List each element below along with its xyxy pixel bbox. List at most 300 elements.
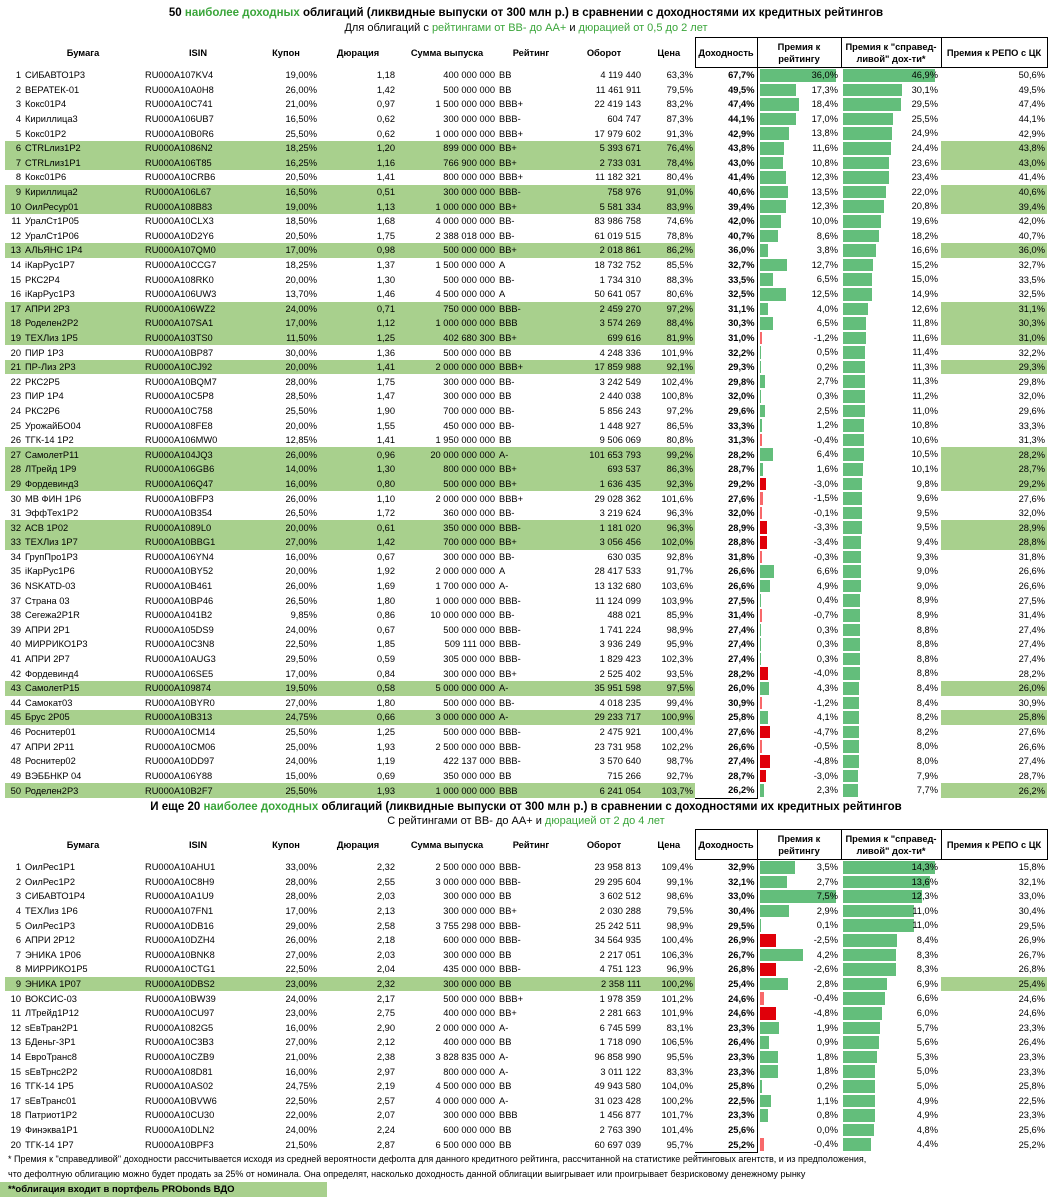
price: 96,3% (666, 508, 693, 519)
rating: ВВ+ (497, 462, 565, 477)
premium-fair-value: 9,6% (916, 493, 938, 504)
premium-fair-value: 9,0% (916, 580, 938, 591)
premium-repo: 15,8% (1018, 862, 1045, 873)
premium-fair-bar (843, 157, 889, 170)
premium-fair-bar (843, 230, 879, 243)
premium-fair-value: 23,4% (911, 172, 938, 183)
price: 99,2% (643, 447, 695, 462)
coupon: 9,85% (290, 610, 317, 621)
premium-fair-value: 11,0% (912, 920, 938, 931)
turnover: 29 233 717 (565, 710, 643, 725)
turnover: 3 574 269 (565, 316, 643, 331)
isin-code: RU000A1089L0 (143, 520, 253, 535)
isin-code: RU000A106WZ2 (143, 302, 253, 317)
premium-rating-value: -4,7% (813, 726, 838, 737)
coupon: 28,00% (285, 891, 317, 902)
bond-name: ТГК-14 1Р5 (25, 1081, 74, 1092)
price: 98,7% (666, 756, 693, 767)
premium-repo: 32,2% (1018, 347, 1045, 358)
bond-name: Сегежа2Р1R (25, 610, 80, 621)
table-row (5, 739, 1047, 754)
row-number: 31 (10, 508, 21, 519)
premium-rating-value: 0,1% (816, 920, 838, 931)
yield: 43,0% (695, 156, 757, 171)
premium-rating-value: 2,9% (816, 905, 838, 916)
duration: 1,42 (319, 535, 397, 550)
issue-size: 360 000 000 (443, 508, 495, 519)
coupon: 19,50% (253, 681, 319, 696)
table-row (5, 948, 1047, 963)
premium-rating-bar (760, 273, 774, 286)
isin-code: RU000A10BP87 (145, 347, 214, 358)
isin-code: RU000A10BBG1 (143, 535, 253, 550)
row-number: 6 (5, 141, 23, 156)
isin-code: RU000A104JQ3 (143, 447, 253, 462)
premium-rating-cell (757, 214, 841, 229)
row-number: 6 (15, 935, 21, 946)
coupon: 27,00% (253, 535, 319, 550)
premium-rating-bar (760, 934, 777, 947)
bond-name: ТЕХЛиз 1Р6 (25, 906, 78, 917)
price: 100,2% (643, 977, 695, 992)
issue-size: 300 000 000 (443, 391, 495, 402)
bond-name: АПРИ 2Р3 (23, 302, 143, 317)
premium-repo: 36,0% (941, 243, 1047, 258)
coupon: 18,25% (285, 260, 317, 271)
premium-rating-bar (760, 244, 768, 257)
isin-code: RU000A10BW39 (145, 993, 216, 1004)
premium-fair-cell (841, 170, 941, 185)
turnover: 488 021 (607, 610, 641, 621)
yield: 27,4% (728, 639, 755, 650)
row-number: 14 (10, 260, 21, 271)
isin-code: RU000A10CLX3 (145, 216, 214, 227)
issue-size: 766 900 000 (397, 156, 497, 171)
duration: 0,98 (319, 243, 397, 258)
issue-size: 3 000 000 000 (435, 876, 495, 887)
duration: 1,12 (319, 316, 397, 331)
premium-rating-bar (760, 332, 763, 345)
coupon: 22,00% (285, 1110, 317, 1121)
premium-rating-value: 4,9% (816, 580, 838, 591)
premium-rating-cell (757, 783, 841, 798)
duration: 2,75 (376, 1008, 395, 1019)
isin-code: RU000A10CZB9 (145, 1052, 215, 1063)
bond-name: АПРИ 2Р12 (25, 935, 75, 946)
premium-fair-cell (841, 948, 941, 963)
premium-fair-cell (841, 68, 941, 83)
yield: 27,6% (728, 493, 755, 504)
premium-fair-value: 5,0% (916, 1080, 938, 1091)
row-number: 27 (5, 447, 23, 462)
premium-rating-bar (760, 157, 783, 170)
premium-fair-bar (843, 463, 863, 476)
issue-size: 2 388 018 000 (435, 230, 495, 241)
premium-fair-bar (843, 478, 862, 491)
premium-fair-bar (843, 919, 914, 932)
premium-fair-cell (841, 97, 941, 112)
yield: 29,3% (695, 360, 757, 375)
table-row (5, 991, 1047, 1006)
coupon: 19,00% (285, 70, 317, 81)
coupon: 16,00% (285, 1022, 317, 1033)
premium-rating-value: 1,2% (816, 420, 838, 431)
turnover: 2 281 663 (599, 1008, 641, 1019)
premium-rating-cell (757, 550, 841, 565)
duration: 1,10 (376, 493, 395, 504)
premium-fair-cell (841, 535, 941, 550)
table-row (5, 83, 1047, 98)
premium-fair-cell (841, 933, 941, 948)
bond-name: ВЕРАТЕК-01 (25, 84, 80, 95)
turnover: 4 248 336 (599, 347, 641, 358)
turnover: 758 976 (565, 185, 643, 200)
premium-fair-value: 4,9% (916, 1095, 938, 1106)
premium-rating-cell (757, 374, 841, 389)
premium-repo: 31,1% (941, 302, 1047, 317)
premium-rating-bar (760, 288, 787, 301)
table-row (5, 754, 1047, 769)
table-row (5, 199, 1047, 214)
yield: 31,4% (728, 610, 755, 621)
header-duration: Дюрация (336, 839, 380, 850)
premium-rating-value: 12,5% (811, 288, 838, 299)
premium-rating-cell (757, 1021, 841, 1036)
premium-rating-value: 6,4% (816, 449, 838, 460)
row-number: 20 (10, 347, 21, 358)
premium-rating-cell (757, 156, 841, 171)
premium-rating-value: -0,4% (813, 434, 838, 445)
premium-rating-cell (757, 1123, 841, 1138)
premium-repo: 41,4% (1018, 172, 1045, 183)
yield: 26,6% (728, 581, 755, 592)
turnover: 5 393 671 (565, 141, 643, 156)
table-row (5, 579, 1047, 594)
premium-rating-bar (760, 98, 799, 111)
premium-fair-cell (841, 918, 941, 933)
premium-fair-cell (841, 199, 941, 214)
bond-name: Страна 03 (25, 595, 70, 606)
premium-fair-cell (841, 889, 941, 904)
issue-size: 300 000 000 (397, 185, 497, 200)
turnover: 2 358 111 (565, 977, 643, 992)
row-number: 9 (5, 977, 23, 992)
premium-repo: 49,5% (1018, 84, 1045, 95)
premium-rating-cell (757, 564, 841, 579)
premium-fair-bar (843, 890, 922, 903)
premium-rating-value: 4,1% (816, 712, 838, 723)
duration: 1,30 (376, 274, 395, 285)
issue-size: 800 000 000 (443, 1066, 495, 1077)
bond-name: sЕвТран2Р1 (25, 1022, 78, 1033)
turnover: 3 602 512 (599, 891, 641, 902)
premium-rating-value: 11,6% (812, 142, 838, 153)
turnover: 1 741 224 (599, 624, 641, 635)
isin-code: RU000A10BP46 (145, 595, 214, 606)
row-number: 34 (10, 551, 21, 562)
issue-size: 300 000 000 (443, 668, 495, 679)
price: 102,2% (661, 741, 693, 752)
premium-fair-value: 11,4% (912, 347, 938, 358)
premium-fair-value: 8,4% (916, 697, 938, 708)
premium-rating-bar (760, 1065, 778, 1078)
premium-rating-cell (757, 316, 841, 331)
duration: 2,57 (376, 1095, 395, 1106)
table-row (5, 185, 1047, 200)
premium-rating-cell (757, 433, 841, 448)
premium-rating-cell (757, 389, 841, 404)
premium-repo: 23,3% (1018, 1022, 1045, 1033)
premium-repo: 28,9% (941, 520, 1047, 535)
table-row (5, 506, 1047, 521)
table-row (5, 1006, 1047, 1021)
isin-code: RU000A108FE8 (145, 420, 213, 431)
premium-rating-value: -0,1% (813, 507, 838, 518)
turnover: 22 419 143 (594, 99, 641, 110)
premium-repo: 47,4% (1018, 99, 1045, 110)
table-row (5, 389, 1047, 404)
premium-rating-value: 12,3% (811, 201, 838, 212)
premium-rating-bar (760, 697, 763, 710)
bond-name: sЕвТрнс2Р2 (25, 1066, 78, 1077)
premium-rating-bar (760, 507, 763, 520)
table-row (5, 696, 1047, 711)
premium-fair-value: 10,5% (911, 449, 938, 460)
duration: 2,18 (376, 935, 395, 946)
premium-rating-cell (757, 360, 841, 375)
yield: 43,8% (695, 141, 757, 156)
rating: ВВ- (499, 508, 515, 519)
premium-rating-value: 2,7% (816, 876, 838, 887)
premium-fair-bar (843, 521, 862, 534)
row-number: 16 (10, 289, 21, 300)
premium-fair-bar (843, 390, 865, 403)
row-number: 35 (10, 566, 21, 577)
yield: 30,4% (728, 906, 755, 917)
premium-fair-bar (843, 259, 873, 272)
price: 86,2% (643, 243, 695, 258)
turnover: 6 745 599 (599, 1022, 641, 1033)
premium-fair-value: 8,8% (916, 624, 938, 635)
price: 78,8% (666, 230, 693, 241)
premium-rating-bar (760, 1051, 778, 1064)
premium-repo: 28,2% (1018, 668, 1045, 679)
isin-code: RU000A106Y88 (145, 770, 213, 781)
turnover: 13 132 680 (594, 581, 641, 592)
premium-fair-value: 11,0% (912, 905, 938, 916)
premium-repo: 26,8% (1018, 964, 1045, 975)
rating: ВВВ (497, 783, 565, 798)
premium-rating-value: 13,5% (811, 186, 838, 197)
rating: А (499, 260, 506, 271)
row-number: 4 (15, 114, 21, 125)
bond-name: ТГК-14 1Р7 (25, 1139, 74, 1150)
coupon: 28,00% (285, 876, 317, 887)
coupon: 33,00% (285, 862, 317, 873)
yield: 28,7% (728, 770, 755, 781)
table-row (5, 1108, 1047, 1123)
duration: 0,66 (319, 710, 397, 725)
price: 93,5% (666, 668, 693, 679)
table-header-row (5, 38, 1047, 68)
issue-size: 402 680 300 (397, 331, 497, 346)
isin-code: RU000A10A0H8 (145, 84, 214, 95)
turnover: 5 856 243 (599, 405, 641, 416)
premium-fair-value: 6,9% (916, 978, 938, 989)
price: 101,7% (661, 1110, 693, 1121)
premium-rating-value: 6,5% (816, 274, 838, 285)
row-number: 17 (10, 1095, 21, 1106)
rating: ВВВ+ (497, 360, 565, 375)
isin-code: RU000A106YN4 (145, 551, 214, 562)
issue-size: 500 000 000 (443, 84, 495, 95)
duration: 0,61 (319, 520, 397, 535)
price: 96,3% (643, 520, 695, 535)
premium-repo: 27,4% (1018, 654, 1045, 665)
premium-fair-cell (841, 1137, 941, 1152)
premium-fair-cell (841, 126, 941, 141)
premium-fair-bar (843, 934, 897, 947)
isin-code: RU000A10BQM7 (145, 376, 217, 387)
row-number: 8 (15, 964, 21, 975)
premium-rating-bar (760, 609, 763, 622)
premium-fair-bar (843, 171, 889, 184)
bond-name: Фордевинд4 (25, 668, 79, 679)
isin-code: RU000A108B83 (143, 199, 253, 214)
premium-rating-bar (760, 390, 761, 403)
turnover: 4 119 440 (600, 70, 641, 81)
yield: 23,3% (728, 1022, 755, 1033)
duration: 1,68 (376, 216, 395, 227)
premium-rating-bar (760, 949, 803, 962)
issue-size: 800 000 000 (397, 462, 497, 477)
issue-size: 350 000 000 (443, 770, 495, 781)
premium-fair-value: 9,5% (916, 522, 938, 533)
coupon: 20,50% (285, 230, 317, 241)
issue-size: 500 000 000 (443, 624, 495, 635)
price: 100,2% (661, 1095, 693, 1106)
premium-repo: 31,8% (1018, 551, 1045, 562)
duration: 1,75 (376, 376, 395, 387)
coupon: 26,00% (285, 581, 317, 592)
coupon: 17,00% (253, 316, 319, 331)
premium-rating-bar (760, 770, 766, 783)
issue-size: 300 000 000 (443, 891, 495, 902)
yield: 22,5% (728, 1095, 755, 1106)
section1-subtitle-pre: Для облигаций с (344, 22, 432, 34)
premium-rating-value: 3,5% (816, 862, 838, 872)
turnover: 3 011 122 (600, 1066, 641, 1077)
rating: А- (499, 1052, 509, 1063)
turnover: 1 829 423 (599, 654, 641, 665)
table-row (5, 550, 1047, 565)
table-row (5, 331, 1047, 346)
yield: 27,4% (728, 756, 755, 767)
rating: ВВВ- (499, 595, 521, 606)
rating: ВВ+ (497, 243, 565, 258)
price: 79,5% (666, 84, 693, 95)
row-number: 28 (5, 462, 23, 477)
premium-rating-value: -1,5% (813, 493, 838, 504)
yield: 32,0% (728, 508, 755, 519)
isin-code: RU000A10C8H9 (145, 876, 215, 887)
row-number: 24 (10, 405, 21, 416)
rating: А- (497, 447, 565, 462)
row-number: 4 (15, 906, 21, 917)
header-duration: Дюрация (336, 47, 380, 58)
premium-rating-bar (760, 551, 763, 564)
rating: ВВ+ (497, 535, 565, 550)
premium-fair-cell (841, 258, 941, 273)
isin-code: RU000A107QM0 (143, 243, 253, 258)
premium-rating-cell (757, 860, 841, 875)
premium-rating-cell (757, 68, 841, 83)
bond-name: СИБАВТО1Р3 (25, 70, 86, 81)
bond-name: РКС2Р4 (25, 274, 60, 285)
row-number: 49 (10, 770, 21, 781)
premium-rating-bar (760, 1138, 764, 1151)
duration: 2,87 (376, 1139, 395, 1150)
coupon: 25,00% (285, 741, 317, 752)
premium-rating-value: 4,2% (816, 949, 838, 960)
duration: 0,69 (376, 770, 395, 781)
duration: 1,47 (376, 391, 395, 402)
bonds-table-short-duration (5, 37, 1048, 799)
duration: 2,03 (376, 949, 395, 960)
row-number: 44 (10, 697, 21, 708)
price: 80,4% (666, 172, 693, 183)
issue-size: 300 000 000 (397, 977, 497, 992)
issue-size: 700 000 000 (397, 535, 497, 550)
table-row (5, 97, 1047, 112)
coupon: 20,00% (285, 566, 317, 577)
bond-name: ВЭББНКР 04 (25, 770, 82, 781)
price: 103,9% (661, 595, 693, 606)
row-number: 8 (15, 172, 21, 183)
premium-rating-bar (760, 1080, 762, 1093)
row-number: 37 (10, 595, 21, 606)
premium-fair-value: 8,8% (916, 653, 938, 664)
premium-fair-cell (841, 360, 941, 375)
table-row (5, 462, 1047, 477)
isin-code: RU000A10CTG1 (145, 964, 216, 975)
premium-fair-value: 11,0% (912, 405, 938, 416)
price: 91,3% (666, 128, 693, 139)
bond-name: СамолетР15 (23, 681, 143, 696)
turnover: 604 747 (607, 114, 641, 125)
yield: 32,0% (728, 391, 755, 402)
bond-name: ПИР 1Р4 (25, 391, 64, 402)
premium-rating-value: 1,8% (816, 1051, 838, 1062)
premium-fair-value: 8,4% (916, 682, 938, 693)
table-row (5, 447, 1047, 462)
premium-repo: 25,6% (1018, 1124, 1045, 1135)
coupon: 20,50% (285, 172, 317, 183)
issue-size: 300 000 000 (443, 1110, 495, 1121)
premium-fair-value: 8,4% (916, 934, 938, 945)
yield: 36,0% (695, 243, 757, 258)
yield: 30,9% (728, 697, 755, 708)
premium-rating-bar (760, 711, 769, 724)
rating: ВВВ+ (499, 172, 524, 183)
row-number: 13 (10, 1037, 21, 1048)
premium-fair-bar (843, 419, 864, 432)
premium-repo: 30,3% (941, 316, 1047, 331)
coupon: 24,00% (285, 1124, 317, 1135)
coupon: 16,50% (253, 185, 319, 200)
table-row (5, 243, 1047, 258)
premium-rating-cell (757, 243, 841, 258)
